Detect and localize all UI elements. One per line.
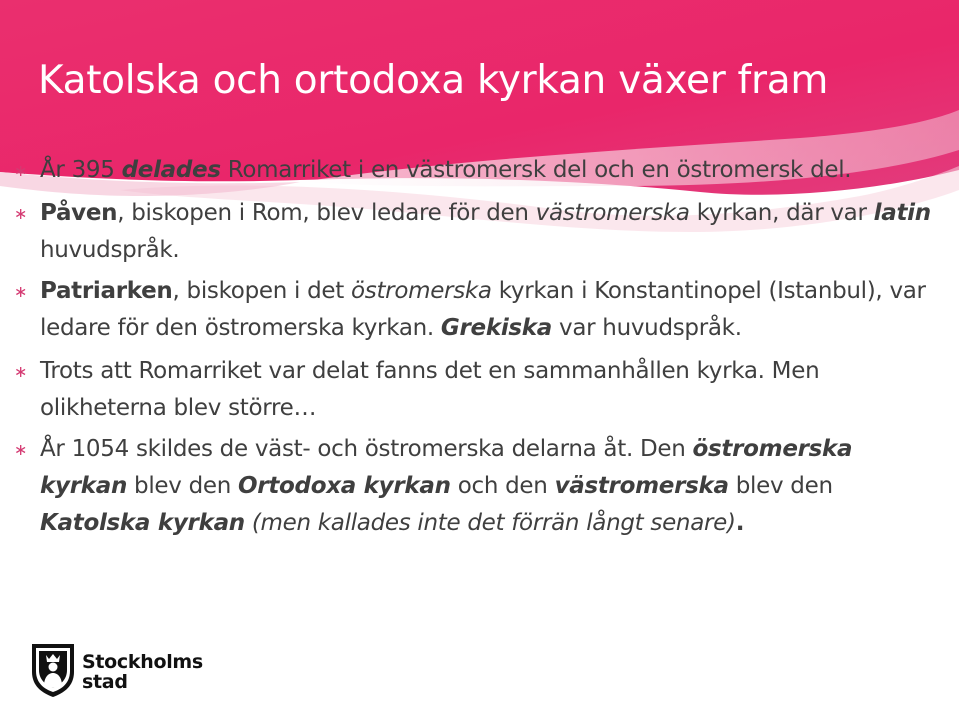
bullet-text-part: År 395 <box>40 157 122 183</box>
bullet-text-part: östromerska kyrkan <box>40 436 853 499</box>
bullet-text-part: , biskopen i Rom, blev ledare för den <box>117 200 536 226</box>
bullet-item <box>14 273 944 347</box>
bullet-text-part: västromerska <box>535 200 690 226</box>
bullet-text-part: . <box>735 510 745 536</box>
bullet-text-part: Grekiska <box>440 315 553 341</box>
bullet-item <box>14 353 944 427</box>
asterisk-bullet-icon: ∗ <box>14 362 28 381</box>
asterisk-bullet-icon: ∗ <box>14 161 28 180</box>
bullet-text-part: kyrkan, där var <box>689 200 874 226</box>
bullet-text-part: Påven <box>40 200 118 226</box>
bullet-item <box>14 195 944 269</box>
logo-wordmark <box>82 652 203 692</box>
logo-line-1: Stockholms <box>82 651 203 673</box>
asterisk-bullet-icon: ∗ <box>14 204 28 223</box>
logo-line-2: stad <box>82 671 128 693</box>
bullet-text-part: Ortodoxa kyrkan <box>238 473 451 499</box>
bullet-text-part: , biskopen i det <box>172 278 351 304</box>
bullet-text-part: blev den <box>728 473 833 499</box>
bullet-text-part: blev den <box>127 473 239 499</box>
bullet-text-part: västromerska <box>554 473 729 499</box>
bullet-text-part: Patriarken <box>40 278 173 304</box>
bullet-text-part: var huvudspråk. <box>552 315 742 341</box>
bullet-text-part: Katolska kyrkan <box>40 510 245 536</box>
bullet-item <box>14 152 944 189</box>
bullet-item <box>14 431 944 542</box>
bullet-text-part: År 1054 skildes de väst- och östromerska delarna åt. Den <box>40 436 693 462</box>
bullet-list <box>14 152 944 548</box>
bullet-text-part: Romarriket i en västromersk del och en östromersk del. <box>220 157 852 183</box>
bullet-text-part: delades <box>121 157 221 183</box>
bullet-text-part: och den <box>450 473 555 499</box>
stockholm-crest-icon <box>30 642 76 698</box>
bullet-text-part: östromerska <box>351 278 492 304</box>
bullet-text-part: Trots att Romarriket var delat fanns det en sammanhållen kyrka. Men olikheterna blev större… <box>40 358 820 421</box>
bullet-text-part: latin <box>873 200 931 226</box>
asterisk-bullet-icon: ∗ <box>14 282 28 301</box>
bullet-text-part: huvudspråk. <box>40 237 180 263</box>
slide-title: Katolska och ortodoxa kyrkan växer fram <box>38 58 829 103</box>
bullet-text-part: (men kallades inte det förrän långt senare) <box>244 510 736 536</box>
bullet-text-part: kyrkan i Konstantinopel (Istanbul), var ledare för den östromerska kyrkan. <box>40 278 926 341</box>
asterisk-bullet-icon: ∗ <box>14 440 28 459</box>
